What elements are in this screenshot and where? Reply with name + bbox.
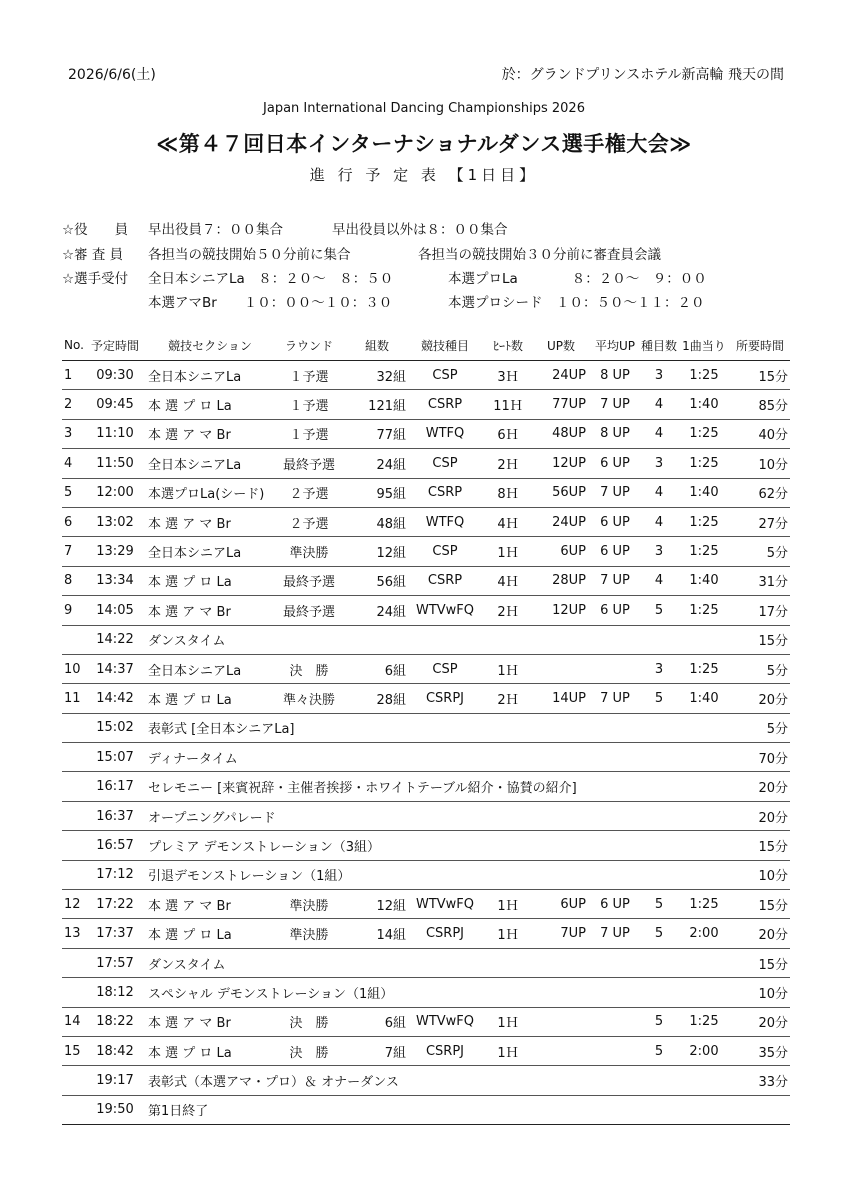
cell-time: 14:22 xyxy=(96,632,134,648)
cell-dur: 15分 xyxy=(758,839,788,855)
cell-per: 1:25 xyxy=(689,426,719,442)
table-row xyxy=(62,1066,790,1095)
cell-event: WTVwFQ xyxy=(415,602,475,618)
cell-avg xyxy=(590,655,640,683)
table-row xyxy=(62,978,790,1007)
cell-section: 本選プロLa(シード) xyxy=(148,487,265,503)
cell-event: WTFQ xyxy=(425,426,465,442)
header-duration: 所要時間 xyxy=(735,338,784,353)
cell-no xyxy=(64,743,86,771)
table-row xyxy=(62,449,790,478)
cell-no: 15 xyxy=(64,1043,81,1059)
cell-wide: セレモニー [来賓祝辞・主催者挨拶・ホワイトテーブル紹介・協賛の紹介] xyxy=(148,781,577,797)
cell-round: 最終予選 xyxy=(282,604,335,620)
table-row xyxy=(62,949,790,978)
table-row xyxy=(62,684,790,713)
cell-section: 全日本シニアLa xyxy=(148,457,242,473)
cell-kinds: 5 xyxy=(654,690,664,706)
cell-wide: 表彰式 [全日本シニアLa] xyxy=(148,722,295,738)
cell-per: 1:25 xyxy=(689,1014,719,1030)
table-row xyxy=(62,420,790,449)
table-row xyxy=(62,1037,790,1066)
cell-dur: 15分 xyxy=(758,369,788,385)
table-row xyxy=(62,1096,790,1125)
cell-section: 本 選 ア マ Br xyxy=(148,898,231,914)
cell-kinds: 4 xyxy=(654,514,664,530)
cell-event: CSP xyxy=(432,367,458,383)
cell-no: 4 xyxy=(64,455,73,471)
schedule-title: 進 行 予 定 表 【1日目】 xyxy=(309,166,539,184)
cell-groups: 95組 xyxy=(376,487,406,503)
cell-avg: 7 UP xyxy=(600,926,630,942)
table-row xyxy=(62,596,790,625)
cell-dur: 5分 xyxy=(766,546,788,562)
cell-dur: 10分 xyxy=(758,457,788,473)
cell-up xyxy=(536,1008,586,1036)
subtitle-english: Japan International Dancing Championships 2026 xyxy=(263,101,585,116)
header-event: 競技種目 xyxy=(420,338,469,353)
cell-wide: オープニングパレード xyxy=(148,810,276,826)
cell-heats: 2Ｈ xyxy=(497,457,519,473)
cell-kinds: 5 xyxy=(654,896,664,912)
cell-up xyxy=(536,1037,586,1065)
cell-avg: 6 UP xyxy=(600,455,630,471)
cell-no xyxy=(64,949,86,977)
cell-avg: 6 UP xyxy=(600,896,630,912)
cell-up: 48UP xyxy=(552,426,586,442)
cell-no xyxy=(64,1066,86,1094)
cell-per: 2:00 xyxy=(689,1043,719,1059)
cell-round: 決 勝 xyxy=(289,663,329,679)
cell-groups: 24組 xyxy=(376,457,406,473)
cell-dur: 15分 xyxy=(758,957,788,973)
cell-no xyxy=(64,802,86,830)
cell-no: 10 xyxy=(64,661,81,677)
cell-up xyxy=(536,655,586,683)
cell-up: 77UP xyxy=(552,397,586,413)
cell-heats: 1Ｈ xyxy=(497,898,519,914)
cell-time: 16:57 xyxy=(96,837,134,853)
header-heats: ﾋｰﾄ数 xyxy=(492,338,523,353)
cell-dur: 85分 xyxy=(758,399,788,415)
cell-section: 本 選 ア マ Br xyxy=(148,516,231,532)
cell-no: 14 xyxy=(64,1014,81,1030)
cell-dur: 15分 xyxy=(758,898,788,914)
table-row xyxy=(62,802,790,831)
cell-wide: 第1日終了 xyxy=(148,1104,209,1120)
header-avg-up: 平均UP xyxy=(594,338,636,353)
cell-up: 14UP xyxy=(552,690,586,706)
cell-no: 1 xyxy=(64,367,73,383)
cell-wide: ディナータイム xyxy=(148,751,238,767)
event-date: 2026/6/6(土) xyxy=(68,67,156,83)
cell-heats: 1Ｈ xyxy=(497,1045,519,1061)
cell-no: 12 xyxy=(64,896,81,912)
cell-time: 17:22 xyxy=(96,896,134,912)
table-row xyxy=(62,626,790,655)
cell-time: 16:37 xyxy=(96,808,134,824)
cell-dur: 5分 xyxy=(766,663,788,679)
cell-kinds: 5 xyxy=(654,1043,664,1059)
table-header xyxy=(62,330,790,361)
cell-round: 準々決勝 xyxy=(282,692,335,708)
header-round: ラウンド xyxy=(284,338,333,353)
table-row xyxy=(62,890,790,919)
cell-time: 17:57 xyxy=(96,955,134,971)
cell-groups: 48組 xyxy=(376,516,406,532)
cell-avg xyxy=(590,1037,640,1065)
table-row xyxy=(62,831,790,860)
cell-wide: ダンスタイム xyxy=(148,957,226,973)
cell-no xyxy=(64,978,86,1006)
cell-no: 7 xyxy=(64,544,73,560)
cell-no xyxy=(64,626,86,654)
table-row xyxy=(62,772,790,801)
cell-groups: 32組 xyxy=(376,369,406,385)
venue: 於：グランドプリンスホテル新高輪 飛天の間 xyxy=(501,67,784,83)
cell-up: 12UP xyxy=(552,602,586,618)
cell-no: 11 xyxy=(64,690,81,706)
cell-per: 1:25 xyxy=(689,602,719,618)
cell-avg: 7 UP xyxy=(600,573,630,589)
info-label: ☆選手受付 xyxy=(62,271,129,287)
header-no: No. xyxy=(64,338,84,352)
cell-time: 11:10 xyxy=(96,426,134,442)
info-text: 早出役員７：００集合 xyxy=(148,222,283,238)
cell-time: 11:50 xyxy=(96,455,134,471)
info-text: 本選プロLa ８：２０～ ９：００ xyxy=(448,271,707,287)
cell-dur: 20分 xyxy=(758,928,788,944)
cell-groups: 56組 xyxy=(376,575,406,591)
table-row xyxy=(62,1008,790,1037)
cell-dur: 62分 xyxy=(758,487,788,503)
cell-dur xyxy=(732,1096,788,1124)
cell-per: 1:25 xyxy=(689,455,719,471)
cell-no xyxy=(64,1096,86,1124)
cell-kinds: 3 xyxy=(654,367,664,383)
cell-dur: 20分 xyxy=(758,692,788,708)
cell-per: 1:25 xyxy=(689,514,719,530)
cell-event: CSRPJ xyxy=(425,690,465,706)
info-label: ☆審 査 員 xyxy=(62,247,124,263)
table-row xyxy=(62,861,790,890)
cell-time: 14:05 xyxy=(96,602,134,618)
cell-wide: プレミア デモンストレーション（3組） xyxy=(148,839,380,855)
cell-time: 19:50 xyxy=(96,1102,134,1118)
cell-time: 15:02 xyxy=(96,720,134,736)
info-text: 各担当の競技開始５０分前に集合 xyxy=(148,247,351,263)
cell-event: CSRPJ xyxy=(425,926,465,942)
cell-no xyxy=(64,772,86,800)
info-text: 本選プロシード １０：５０～１１：２０ xyxy=(448,295,705,311)
cell-avg xyxy=(590,1008,640,1036)
cell-up: 24UP xyxy=(552,514,586,530)
cell-section: 本 選 プ ロ La xyxy=(148,399,232,415)
cell-round: １予選 xyxy=(289,369,329,385)
cell-avg: 6 UP xyxy=(600,514,630,530)
cell-dur: 35分 xyxy=(758,1045,788,1061)
table-row xyxy=(62,537,790,566)
cell-section: 本 選 ア マ Br xyxy=(148,1016,231,1032)
cell-round: 最終予選 xyxy=(282,457,335,473)
cell-groups: 77組 xyxy=(376,428,406,444)
cell-time: 18:22 xyxy=(96,1014,134,1030)
header-groups: 組数 xyxy=(364,338,389,353)
cell-event: CSRP xyxy=(427,397,463,413)
cell-round: 準決勝 xyxy=(289,928,329,944)
cell-time: 14:42 xyxy=(96,690,134,706)
cell-per: 1:25 xyxy=(689,661,719,677)
cell-time: 19:17 xyxy=(96,1073,134,1089)
cell-round: 決 勝 xyxy=(289,1016,329,1032)
cell-avg: 8 UP xyxy=(600,426,630,442)
cell-dur: 15分 xyxy=(758,634,788,650)
cell-time: 13:29 xyxy=(96,544,134,560)
cell-dur: 33分 xyxy=(758,1075,788,1091)
cell-event: CSP xyxy=(432,661,458,677)
cell-heats: 4Ｈ xyxy=(497,516,519,532)
cell-avg: 7 UP xyxy=(600,690,630,706)
cell-per: 1:40 xyxy=(689,573,719,589)
cell-time: 12:00 xyxy=(96,485,134,501)
header-time: 予定時間 xyxy=(90,338,139,353)
header-kinds: 種目数 xyxy=(641,338,678,353)
info-text: 各担当の競技開始３０分前に審査員会議 xyxy=(418,247,661,263)
cell-per: 1:25 xyxy=(689,896,719,912)
cell-round: 決 勝 xyxy=(289,1045,329,1061)
header-per-song: 1曲当り xyxy=(682,338,726,353)
cell-per: 1:25 xyxy=(689,367,719,383)
cell-time: 18:12 xyxy=(96,984,134,1000)
cell-no: 5 xyxy=(64,485,73,501)
cell-dur: 5分 xyxy=(766,722,788,738)
cell-kinds: 4 xyxy=(654,485,664,501)
cell-kinds: 3 xyxy=(654,544,664,560)
cell-dur: 40分 xyxy=(758,428,788,444)
cell-section: 全日本シニアLa xyxy=(148,546,242,562)
table-row xyxy=(62,743,790,772)
cell-section: 本 選 プ ロ La xyxy=(148,575,232,591)
cell-heats: 1Ｈ xyxy=(497,928,519,944)
cell-event: WTVwFQ xyxy=(415,896,475,912)
info-label: ☆役 員 xyxy=(62,222,129,238)
cell-groups: 28組 xyxy=(376,692,406,708)
cell-groups: 12組 xyxy=(376,898,406,914)
cell-no xyxy=(64,861,86,889)
cell-wide: 引退デモンストレーション（1組） xyxy=(148,869,351,885)
cell-kinds: 5 xyxy=(654,602,664,618)
cell-section: 全日本シニアLa xyxy=(148,663,242,679)
cell-section: 本 選 プ ロ La xyxy=(148,1045,232,1061)
cell-up: 7UP xyxy=(560,926,586,942)
cell-up: 28UP xyxy=(552,573,586,589)
cell-per: 1:40 xyxy=(689,690,719,706)
cell-round: 準決勝 xyxy=(289,546,329,562)
cell-event: WTFQ xyxy=(425,514,465,530)
cell-groups: 12組 xyxy=(376,546,406,562)
cell-event: CSP xyxy=(432,544,458,560)
header-up: UP数 xyxy=(546,338,576,353)
cell-heats: 2Ｈ xyxy=(497,692,519,708)
cell-avg: 6 UP xyxy=(600,544,630,560)
cell-event: WTVwFQ xyxy=(415,1014,475,1030)
cell-section: 全日本シニアLa xyxy=(148,369,242,385)
cell-kinds: 4 xyxy=(654,573,664,589)
cell-heats: 4Ｈ xyxy=(497,575,519,591)
info-text: 早出役員以外は８：００集合 xyxy=(332,222,508,238)
cell-avg: 6 UP xyxy=(600,602,630,618)
cell-time: 17:12 xyxy=(96,867,134,883)
table-body xyxy=(62,361,790,1125)
cell-round: 最終予選 xyxy=(282,575,335,591)
cell-section: 本 選 プ ロ La xyxy=(148,928,232,944)
cell-dur: 20分 xyxy=(758,1016,788,1032)
cell-no: 13 xyxy=(64,926,81,942)
cell-avg: 7 UP xyxy=(600,485,630,501)
cell-heats: 3Ｈ xyxy=(497,369,519,385)
cell-no: 3 xyxy=(64,426,73,442)
cell-heats: 6Ｈ xyxy=(497,428,519,444)
cell-event: CSRP xyxy=(427,485,463,501)
cell-section: 本 選 プ ロ La xyxy=(148,692,232,708)
table-row xyxy=(62,508,790,537)
cell-wide: スペシャル デモンストレーション（1組） xyxy=(148,986,394,1002)
cell-heats: 1Ｈ xyxy=(497,546,519,562)
cell-heats: 2Ｈ xyxy=(497,604,519,620)
cell-time: 16:17 xyxy=(96,779,134,795)
cell-up: 6UP xyxy=(560,544,586,560)
cell-up: 24UP xyxy=(552,367,586,383)
cell-kinds: 4 xyxy=(654,426,664,442)
cell-kinds: 5 xyxy=(654,926,664,942)
cell-time: 13:34 xyxy=(96,573,134,589)
cell-no xyxy=(64,831,86,859)
cell-kinds: 5 xyxy=(654,1014,664,1030)
cell-time: 17:37 xyxy=(96,926,134,942)
cell-kinds: 4 xyxy=(654,397,664,413)
cell-up: 6UP xyxy=(560,896,586,912)
schedule-table xyxy=(62,330,790,1125)
cell-round: １予選 xyxy=(289,428,329,444)
cell-groups: 7組 xyxy=(384,1045,406,1061)
cell-event: CSP xyxy=(432,455,458,471)
cell-heats: 8Ｈ xyxy=(497,487,519,503)
cell-per: 2:00 xyxy=(689,926,719,942)
table-row xyxy=(62,714,790,743)
cell-event: CSRPJ xyxy=(425,1043,465,1059)
cell-no xyxy=(64,714,86,742)
cell-dur: 17分 xyxy=(758,604,788,620)
cell-heats: 1Ｈ xyxy=(497,663,519,679)
cell-dur: 10分 xyxy=(758,986,788,1002)
table-row xyxy=(62,567,790,596)
cell-groups: 121組 xyxy=(368,399,406,415)
cell-up: 56UP xyxy=(552,485,586,501)
cell-dur: 10分 xyxy=(758,869,788,885)
cell-groups: 14組 xyxy=(376,928,406,944)
cell-section: 本 選 ア マ Br xyxy=(148,604,231,620)
cell-dur: 31分 xyxy=(758,575,788,591)
table-row xyxy=(62,361,790,390)
cell-wide: 表彰式（本選アマ・プロ）＆ オナーダンス xyxy=(148,1075,399,1091)
cell-dur: 20分 xyxy=(758,781,788,797)
cell-round: ２予選 xyxy=(289,516,329,532)
cell-per: 1:25 xyxy=(689,544,719,560)
cell-dur: 70分 xyxy=(758,751,788,767)
cell-heats: 1Ｈ xyxy=(497,1016,519,1032)
cell-time: 15:07 xyxy=(96,749,134,765)
cell-time: 09:30 xyxy=(96,367,134,383)
cell-kinds: 3 xyxy=(654,661,664,677)
cell-groups: 24組 xyxy=(376,604,406,620)
info-text: 全日本シニアLa ８：２０～ ８：５０ xyxy=(148,271,394,287)
cell-round: 準決勝 xyxy=(289,898,329,914)
cell-wide: ダンスタイム xyxy=(148,634,226,650)
cell-avg: 8 UP xyxy=(600,367,630,383)
cell-dur: 27分 xyxy=(758,516,788,532)
table-row xyxy=(62,655,790,684)
page-title: ≪第４７回日本インターナショナルダンス選手権大会≫ xyxy=(156,132,692,156)
cell-time: 18:42 xyxy=(96,1043,134,1059)
cell-groups: 6組 xyxy=(384,1016,406,1032)
cell-per: 1:40 xyxy=(689,397,719,413)
header-section: 競技セクション xyxy=(168,338,252,353)
table-row xyxy=(62,919,790,948)
cell-per: 1:40 xyxy=(689,485,719,501)
table-row xyxy=(62,390,790,419)
cell-no: 8 xyxy=(64,573,73,589)
cell-round: ２予選 xyxy=(289,487,329,503)
cell-up: 12UP xyxy=(552,455,586,471)
cell-event: CSRP xyxy=(427,573,463,589)
cell-time: 13:02 xyxy=(96,514,134,530)
cell-time: 14:37 xyxy=(96,661,134,677)
cell-groups: 6組 xyxy=(384,663,406,679)
cell-heats: 11Ｈ xyxy=(493,399,523,415)
cell-no: 6 xyxy=(64,514,73,530)
cell-section: 本 選 ア マ Br xyxy=(148,428,231,444)
cell-round: １予選 xyxy=(289,399,329,415)
cell-no: 9 xyxy=(64,602,73,618)
info-text: 本選アマBr １０：００～１０：３０ xyxy=(148,295,393,311)
cell-dur: 20分 xyxy=(758,810,788,826)
cell-no: 2 xyxy=(64,397,73,413)
table-row xyxy=(62,479,790,508)
cell-time: 09:45 xyxy=(96,397,134,413)
cell-kinds: 3 xyxy=(654,455,664,471)
cell-avg: 7 UP xyxy=(600,397,630,413)
